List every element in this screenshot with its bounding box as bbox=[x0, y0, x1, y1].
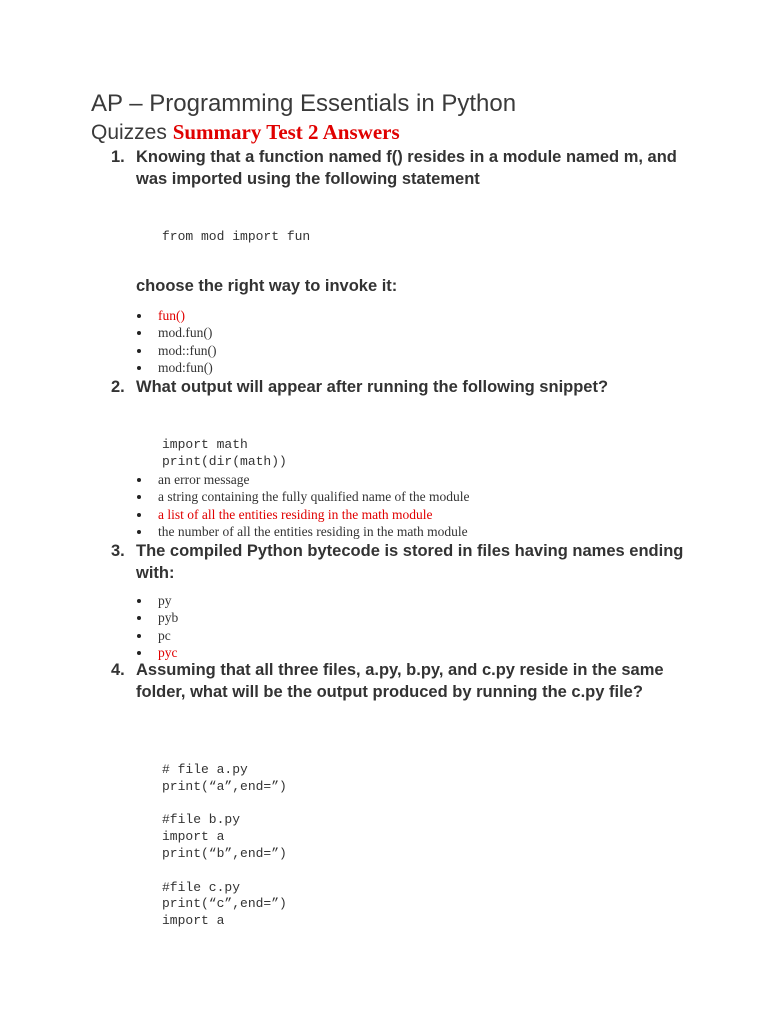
page-subtitle bbox=[91, 120, 400, 145]
options-list bbox=[135, 471, 470, 540]
code-snippet: from mod import fun bbox=[162, 229, 311, 244]
options-list bbox=[135, 592, 178, 661]
code-snippet: import math print(dir(math)) bbox=[162, 437, 287, 469]
option: mod:fun() bbox=[135, 359, 217, 376]
question-text: What output will appear after running the following snippet? bbox=[136, 378, 609, 396]
subtitle-prefix: Quizzes bbox=[91, 121, 167, 144]
option-correct: pyc bbox=[135, 644, 178, 661]
page-title: AP – Programming Essentials in Python bbox=[91, 90, 517, 117]
question-text: Knowing that a function named f() resides in a module named m, and was imported using the following statement bbox=[136, 148, 677, 188]
subtitle-accent: Summary Test 2 Answers bbox=[172, 120, 400, 144]
question-3 bbox=[111, 540, 711, 584]
option: mod::fun() bbox=[135, 342, 217, 359]
question-1 bbox=[111, 146, 711, 190]
option: py bbox=[135, 592, 178, 609]
options-list bbox=[135, 307, 217, 376]
question-2 bbox=[111, 376, 711, 398]
option: mod.fun() bbox=[135, 324, 217, 341]
option: pc bbox=[135, 627, 178, 644]
option: the number of all the entities residing in the math module bbox=[135, 523, 470, 540]
code-snippet: # file a.py print(“a”,end=”) #file b.py import a print(“b”,end=”) #file c.py print(“c”,end=”) import a bbox=[162, 762, 287, 929]
question-4 bbox=[111, 659, 711, 703]
question-number: 4. bbox=[111, 661, 125, 679]
option-correct: fun() bbox=[135, 307, 217, 324]
question-prompt: choose the right way to invoke it: bbox=[136, 277, 398, 295]
question-text: Assuming that all three files, a.py, b.py, and c.py reside in the same folder, what will be the output produced by running the c.py file? bbox=[136, 661, 664, 701]
question-number: 2. bbox=[111, 378, 125, 396]
question-text: The compiled Python bytecode is stored in files having names ending with: bbox=[136, 542, 684, 582]
option: an error message bbox=[135, 471, 470, 488]
question-number: 1. bbox=[111, 148, 125, 166]
option: a string containing the fully qualified name of the module bbox=[135, 488, 470, 505]
question-number: 3. bbox=[111, 542, 125, 560]
option: pyb bbox=[135, 609, 178, 626]
option-correct: a list of all the entities residing in the math module bbox=[135, 506, 470, 523]
